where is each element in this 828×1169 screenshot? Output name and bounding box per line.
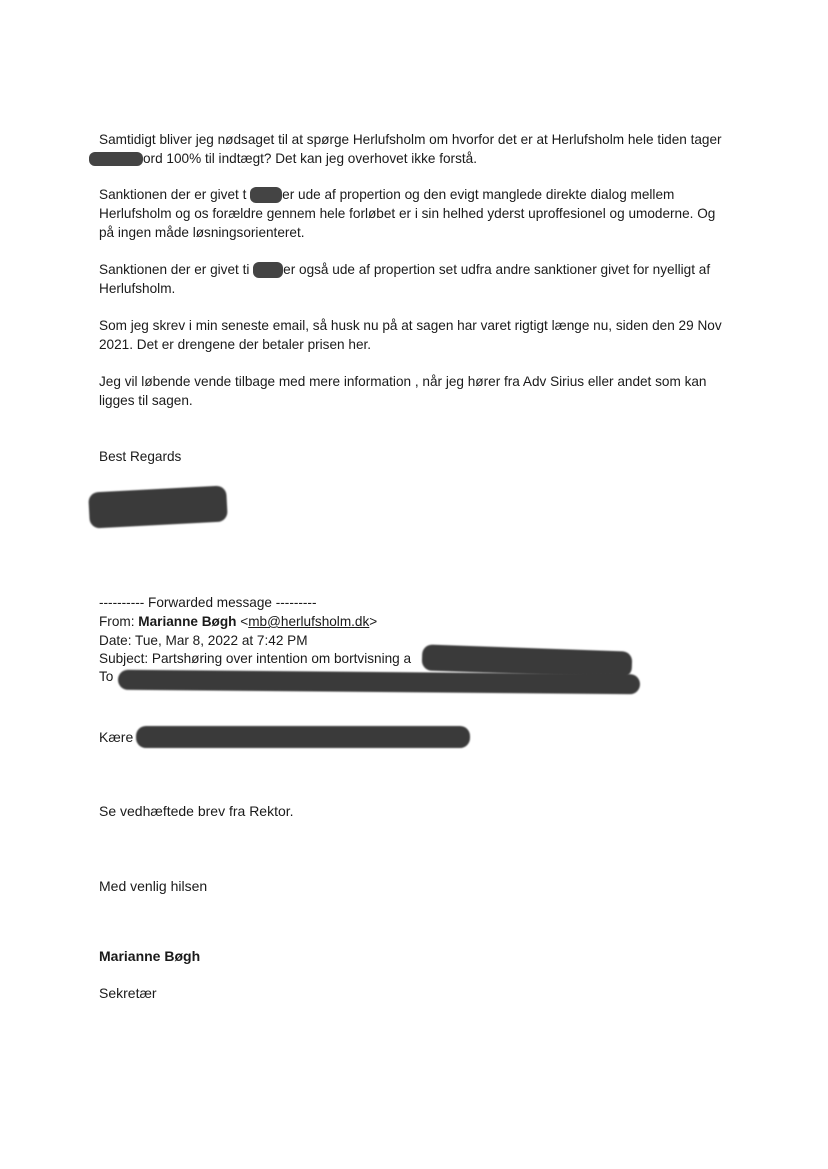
redaction-mark xyxy=(253,262,283,278)
greeting: Kære xyxy=(99,729,134,745)
redacted-to-addresses xyxy=(118,670,640,695)
paragraph-2-line-1 xyxy=(99,186,674,204)
redaction-mark xyxy=(250,187,282,203)
paragraph-2-line-1-start: Sanktionen der er givet t xyxy=(99,187,247,202)
forwarded-from xyxy=(99,613,377,631)
paragraph-1-line-2-text: ord 100% til indtægt? Det kan jeg overhovet ikke forstå. xyxy=(143,151,477,166)
paragraph-1-line-1: Samtidigt bliver jeg nødsaget til at spørge Herlufsholm om hvorfor det er at Herlufsholm hele tiden tager xyxy=(99,132,722,147)
body-line-1: Se vedhæftede brev fra Rektor. xyxy=(99,803,294,819)
redacted-greeting-name xyxy=(136,726,470,748)
from-name: Marianne Bøgh xyxy=(138,614,237,629)
paragraph-3-line-1 xyxy=(99,261,710,279)
paragraph-1-line-2 xyxy=(99,150,477,168)
paragraph-5-line-1: Jeg vil løbende vende tilbage med mere information , når jeg hører fra Adv Sirius eller andet som kan xyxy=(99,374,707,389)
paragraph-4-line-1: Som jeg skrev i min seneste email, så husk nu på at sagen har varet rigtigt længe nu, siden den 29 Nov xyxy=(99,318,722,333)
forwarded-subject: Subject: Partshøring over intention om bortvisning a xyxy=(99,651,412,666)
closing-regards: Best Regards xyxy=(99,449,182,464)
paragraph-5-line-2: ligges til sagen. xyxy=(99,393,193,408)
paragraph-2-line-3: på ingen måde løsningsorienteret. xyxy=(99,225,305,240)
redacted-signature xyxy=(88,485,228,528)
paragraph-2-line-2: Herlufsholm og os forældre gennem hele forløbet er i sin helhed yderst uproffesionel og umoderne. Og xyxy=(99,206,716,221)
from-email-close: > xyxy=(369,614,378,629)
from-label: From: xyxy=(99,614,135,629)
paragraph-3-line-2: Herlufsholm. xyxy=(99,281,176,296)
from-email-open: < xyxy=(240,614,249,629)
sender-title: Sekretær xyxy=(99,985,157,1001)
from-email-link[interactable]: mb@herlufsholm.dk xyxy=(248,614,370,629)
forwarded-date: Date: Tue, Mar 8, 2022 at 7:42 PM xyxy=(99,633,308,648)
paragraph-4-line-2: 2021. Det er drengene der betaler prisen her. xyxy=(99,337,372,352)
paragraph-2-line-1-end: er ude af propertion og den evigt manglede direkte dialog mellem xyxy=(282,187,675,202)
forwarded-to: To xyxy=(99,669,114,684)
paragraph-3-line-1-start: Sanktionen der er givet ti xyxy=(99,262,250,277)
forwarded-header: ---------- Forwarded message --------- xyxy=(99,595,317,610)
sender-name: Marianne Bøgh xyxy=(99,948,201,964)
paragraph-3-line-1-end: er også ude af propertion set udfra andre sanktioner givet for nyelligt af xyxy=(283,262,711,277)
redaction-mark xyxy=(89,152,143,166)
body-regards: Med venlig hilsen xyxy=(99,878,208,894)
